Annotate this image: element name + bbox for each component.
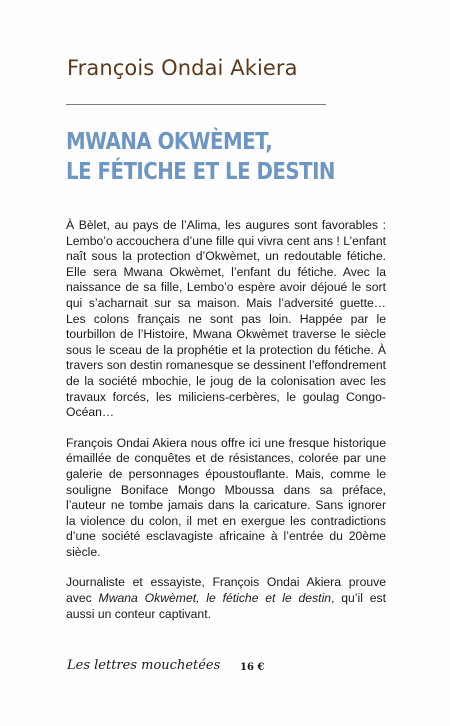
price-label: 16 € bbox=[240, 662, 265, 673]
title-line-2: LE FÉTICHE ET LE DESTIN bbox=[66, 159, 335, 185]
blurb-paragraph-1: À Bèlet, au pays de l’Alima, les augures sont favorables : Lembo’o accouchera d’une fille qui vivra cent ans ! L’enfant naît sous la protection d’Okwèmet, un redoutable fétiche. Elle sera Mwana Okwèmet, l’enfant du fétiche. Avec la naissance de sa fille, Lembo’o espère avoir déjoué le sort qui s’acharnait sur sa maison. Mais l’adversité guette… Les colons français ne sont pas loin. Happée par le tourbillon de l’Histoire, Mwana Okwèmet traverse le siècle sous le sceau de la prophétie et la protection du fétiche. À travers son destin romanesque se dessinent l’effondrement de la société mbochie, le joug de la colonisation avec les travaux forcés, les miliciens-cerbères, le goulag Congo-Océan… bbox=[66, 218, 386, 420]
book-title bbox=[66, 127, 350, 187]
publisher-name: Les lettres mouchetées bbox=[67, 658, 221, 673]
title-line-1: MWANA OKWÈMET, bbox=[66, 129, 273, 155]
blurb-p3-start: Journaliste et essayiste, François Ondai Akiera prouve avec bbox=[66, 575, 386, 606]
book-title-italic: Mwana Okwèmet, le fétiche et le destin bbox=[98, 591, 332, 606]
blurb-paragraph-3 bbox=[66, 575, 386, 622]
author-name: François Ondai Akiera bbox=[67, 56, 298, 80]
blurb-p3-end: , qu’il est aussi un conteur captivant. bbox=[66, 591, 386, 621]
blurb bbox=[66, 218, 386, 637]
blurb-paragraph-2: François Ondai Akiera nous offre ici une fresque historique émaillée de conquêtes et de résistances, colorée par une galerie de personnages époustouflante. Mais, comme le souligne Boniface Mongo Mboussa dans sa préface, l’auteur ne tombe jamais dans la caricature. Sans ignorer la violence du colon, il met en exergue les contradictions d’une société esclavagiste africaine à l’entrée du 20ème siècle. bbox=[66, 435, 386, 559]
divider-line bbox=[66, 104, 326, 105]
